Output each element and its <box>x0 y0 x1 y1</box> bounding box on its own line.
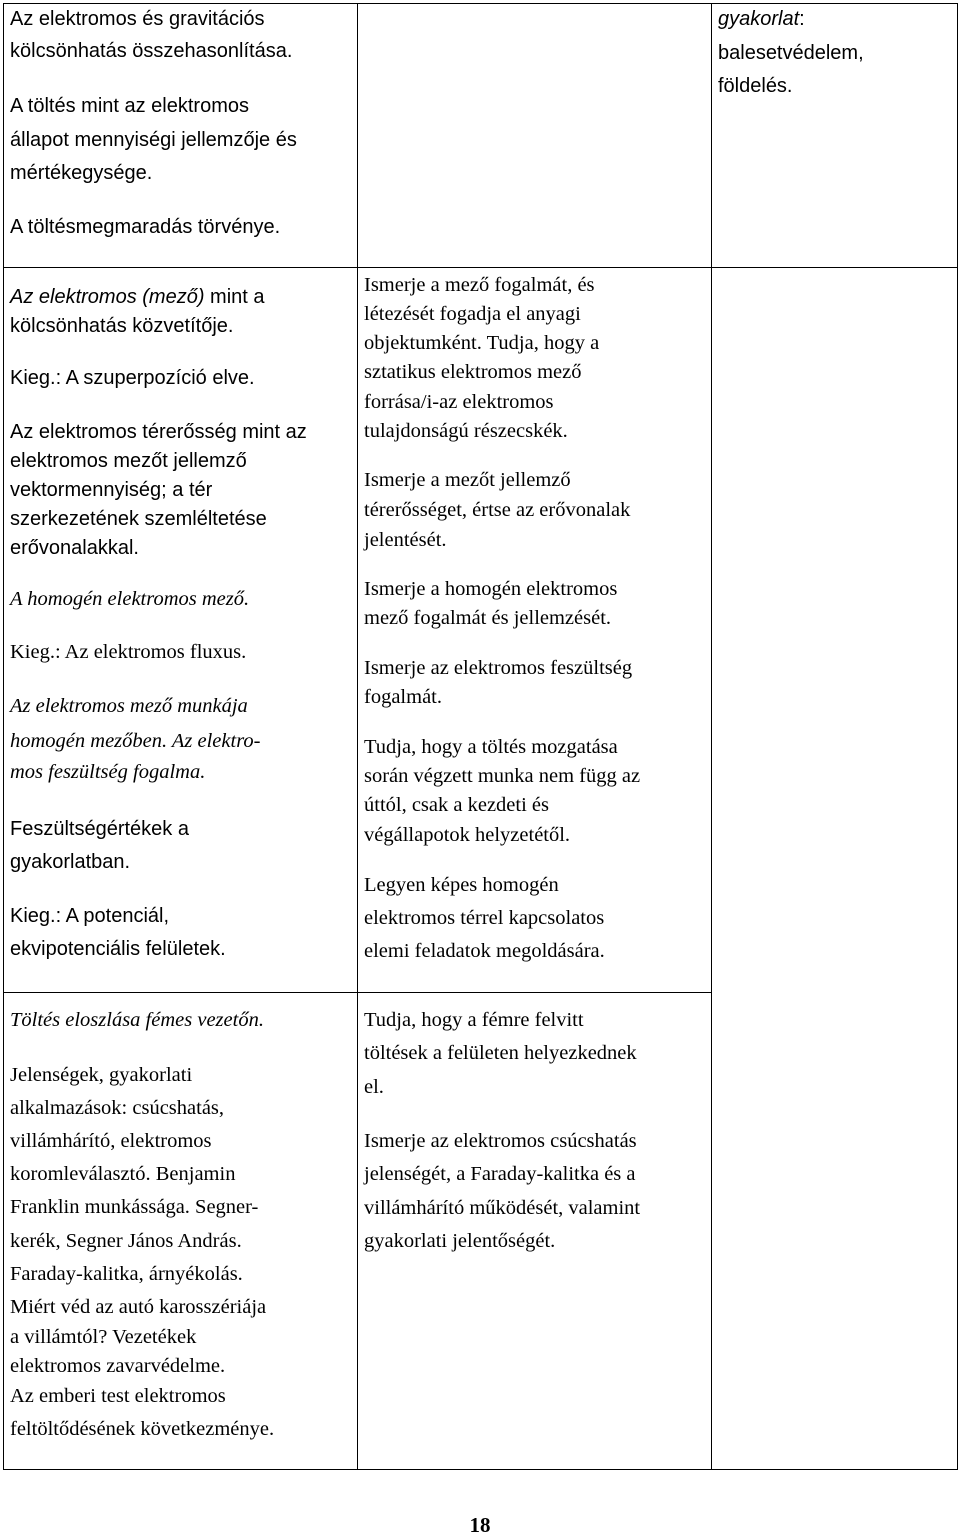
text-line: forrása/i-az elektromos <box>364 391 554 413</box>
column-divider-2 <box>711 3 712 1470</box>
text-line: szerkezetének szemléltetése <box>10 508 267 530</box>
table-right-border <box>957 3 958 1470</box>
text-line: Kieg.: A szuperpozíció elve. <box>10 367 255 389</box>
text-line: elektromos térrel kapcsolatos <box>364 907 605 929</box>
text-line: Legyen képes homogén <box>364 874 559 896</box>
text-line: objektumként. Tudja, hogy a <box>364 332 600 354</box>
text-line: kerék, Segner János András. <box>10 1230 242 1252</box>
column-divider-1 <box>357 3 358 1470</box>
text-line: balesetvédelem, <box>718 42 864 64</box>
text-line: homogén mezőben. Az elektro- <box>10 730 261 752</box>
text-line: térerősséget, értse az erővonalak <box>364 499 631 521</box>
text-line: A töltés mint az elektromos <box>10 95 249 117</box>
text-line: mértékegysége. <box>10 162 153 184</box>
text-line: töltések a felületen helyezkednek <box>364 1042 637 1064</box>
field-line <box>10 283 265 312</box>
text-line: alkalmazások: csúcshatás, <box>10 1097 225 1119</box>
text-line: erővonalakkal. <box>10 537 139 559</box>
text-line: feltöltődésének következménye. <box>10 1418 275 1440</box>
text-line: Kieg.: Az elektromos fluxus. <box>10 641 247 663</box>
text-line: koromleválasztó. Benjamin <box>10 1163 236 1185</box>
text-line: Tudja, hogy a fémre felvitt <box>364 1009 584 1031</box>
text-line: mos feszültség fogalma. <box>10 761 206 783</box>
text-line: Ismerje a mező fogalmát, és <box>364 274 595 296</box>
text-line: Miért véd az autó karosszériája <box>10 1296 267 1318</box>
text-line: földelés. <box>718 75 793 97</box>
text-line: állapot mennyiségi jellemzője és <box>10 129 297 151</box>
text-line: vektormennyiség; a tér <box>10 479 213 501</box>
text-line: el. <box>364 1076 384 1098</box>
text-line: villámhárító működését, valamint <box>364 1197 641 1219</box>
text-line: úttól, csak a kezdeti és <box>364 794 550 816</box>
text-line: tulajdonságú részecskék. <box>364 420 568 442</box>
row2-top-border <box>3 267 958 268</box>
text-line: Az elektromos mező munkája <box>10 695 248 717</box>
text-line: Ismerje a homogén elektromos <box>364 578 618 600</box>
field-rest: mint a <box>204 286 265 308</box>
practice-label: gyakorlat <box>718 8 800 30</box>
text-line: elektromos zavarvédelme. <box>10 1355 226 1377</box>
text-line: Ismerje a mezőt jellemző <box>364 469 571 491</box>
text-line: A töltésmegmaradás törvénye. <box>10 216 281 238</box>
text-line: villámhárító, elektromos <box>10 1130 212 1152</box>
table-bottom-border <box>3 1469 958 1470</box>
text-line: elektromos mezőt jellemző <box>10 450 247 472</box>
table-left-border <box>3 3 4 1470</box>
text-line: Feszültségértékek a <box>10 818 189 840</box>
text-line: Tudja, hogy a töltés mozgatása <box>364 736 618 758</box>
text-line: Ismerje az elektromos csúcshatás <box>364 1130 637 1152</box>
field-italic: Az elektromos (mező) <box>10 286 205 308</box>
text-line: ekvipotenciális felületek. <box>10 938 226 960</box>
table-top-border <box>3 3 958 4</box>
text-line: Az elektromos térerősség mint az <box>10 421 307 443</box>
text-line: Ismerje az elektromos feszültség <box>364 657 633 679</box>
text-line: gyakorlati jelentőségét. <box>364 1230 556 1252</box>
text-line: során végzett munka nem függ az <box>364 765 641 787</box>
text-line: sztatikus elektromos mező <box>364 361 582 383</box>
page-number: 18 <box>469 1513 491 1537</box>
text-line: gyakorlatban. <box>10 851 131 873</box>
text-line: fogalmát. <box>364 686 442 708</box>
text-line: létezését fogadja el anyagi <box>364 303 581 325</box>
text-line: elemi feladatok megoldására. <box>364 940 605 962</box>
text-line: Az elektromos és gravitációs <box>10 8 265 30</box>
text-line: kölcsönhatás közvetítője. <box>10 315 234 337</box>
text-line: Töltés eloszlása fémes vezetőn. <box>10 1009 264 1031</box>
text-line: végállapotok helyzetétől. <box>364 824 571 846</box>
practice-label-line <box>718 5 805 34</box>
text-line: mező fogalmát és jellemzését. <box>364 607 612 629</box>
text-line: kölcsönhatás összehasonlítása. <box>10 40 293 62</box>
text-line: jelentését. <box>364 529 447 551</box>
text-line: Jelenségek, gyakorlati <box>10 1064 193 1086</box>
text-line: Franklin munkássága. Segner- <box>10 1196 259 1218</box>
text-line: Faraday-kalitka, árnyékolás. <box>10 1263 243 1285</box>
text-line: a villámtól? Vezetékek <box>10 1326 197 1348</box>
text-line: Az emberi test elektromos <box>10 1385 226 1407</box>
text-line: jelenségét, a Faraday-kalitka és a <box>364 1163 636 1185</box>
text-line: Kieg.: A potenciál, <box>10 905 170 927</box>
text-line: A homogén elektromos mező. <box>10 588 250 610</box>
practice-colon: : <box>799 8 805 30</box>
